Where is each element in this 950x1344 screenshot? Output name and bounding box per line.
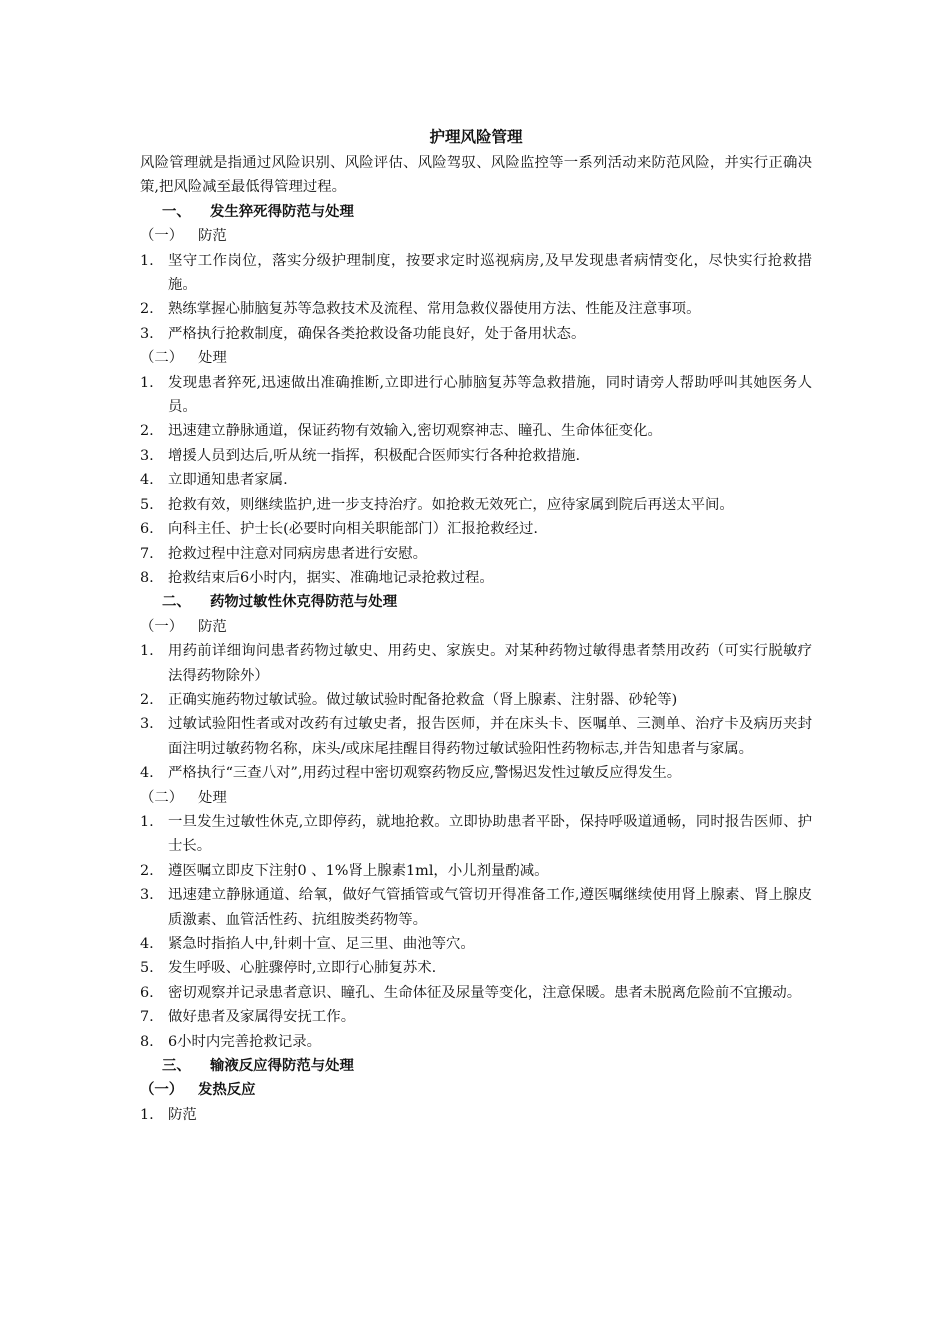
list-item [140,859,812,883]
section-number: 三、 [162,1057,191,1075]
list-item [140,542,812,566]
document-page [140,124,812,1127]
section-title: 发生猝死得防范与处理 [210,202,354,220]
list-item [140,639,812,688]
list-item-number: 7. [140,545,154,562]
list-item-number: 7. [140,1009,154,1026]
intro-paragraph: 风险管理就是指通过风险识别、风险评估、风险驾驭、风险监控等一系列活动来防范风险，并实行正确决策,把风险减至最低得管理过程。 [140,155,812,196]
list-item-text: 发生呼吸、心脏骤停时,立即行心肺复苏术. [168,960,437,977]
list-item-number: 3. [140,887,154,904]
list-item-text: 6小时内完善抢救记录。 [168,1033,322,1050]
list-item [140,566,812,590]
subsection-title: 防范 [198,228,227,245]
list-item-text: 一旦发生过敏性休克,立即停药，就地抢救。立即协助患者平卧，保持呼吸道通畅，同时报告医师、护士长。 [168,813,812,855]
subsection-heading [140,615,812,639]
list-item [140,956,812,980]
subsection-number: （二） [140,789,184,806]
list-item [140,1103,812,1127]
list-item-number: 5. [140,960,154,977]
list-item [140,883,812,932]
list-item-text: 用药前详细询问患者药物过敏史、用药史、家族史。对某种药物过敏得患者禁用改药（可实行脱敏疗法得药物除外） [168,643,812,684]
list-item-text: 抢救有效，则继续监护,进一步支持治疗。如抢救无效死亡，应待家属到院后再送太平间。 [168,496,734,513]
list-item [140,810,812,859]
subsection-number: （一） [140,228,184,245]
list-item [140,371,812,420]
subsection-number: （二） [140,350,184,367]
list-item-text: 坚守工作岗位，落实分级护理制度，按要求定时巡视病房,及早发现患者病情变化，尽快实行抢救措施。 [168,252,812,294]
list-item [140,981,812,1005]
subsection-number: （一） [140,618,184,635]
list-item-number: 4. [140,765,154,782]
list-item-text: 向科主任、护士长(必要时向相关职能部门）汇报抢救经过. [168,521,538,538]
section-title: 输液反应得防范与处理 [210,1057,354,1075]
list-item-number: 2. [140,691,154,708]
list-item [140,517,812,541]
list-item [140,932,812,956]
list-item-text: 紧急时指掐人中,针刺十宣、足三里、曲池等穴。 [168,936,475,952]
list-item-number: 8. [140,569,154,586]
list-item-number: 6. [140,984,154,1001]
document-title: 护理风险管理 [429,127,523,146]
subsection-number: （一） [140,1081,184,1099]
section-title: 药物过敏性休克得防范与处理 [210,593,398,611]
list-item-number: 3. [140,325,154,342]
list-item-text: 增援人员到达后,听从统一指挥，积极配合医师实行各种抢救措施. [168,447,581,464]
list-item-number: 1. [140,374,154,391]
list-item [140,1030,812,1054]
list-item [140,322,812,346]
list-item-text: 严格执行“三查八对”,用药过程中密切观察药物反应,警惕迟发性过敏反应得发生。 [168,765,682,782]
list-item-number: 3. [140,447,154,464]
list-item-text: 严格执行抢救制度，确保各类抢救设备功能良好，处于备用状态。 [168,325,586,342]
list-item-number: 5. [140,496,154,513]
subsection-title: 处理 [198,789,227,806]
subsection-heading [140,346,812,370]
list-item-text: 迅速建立静脉通道，保证药物有效输入,密切观察神志、瞳孔、生命体征变化。 [168,423,662,440]
list-item-text: 立即通知患者家属. [168,472,288,489]
list-item [140,493,812,517]
list-item-text: 正确实施药物过敏试验。做过敏试验时配备抢救盒（肾上腺素、注射器、砂轮等) [168,691,678,708]
list-item-text: 防范 [168,1106,197,1123]
list-item [140,688,812,712]
section-number: 一、 [162,202,191,220]
list-item-text: 抢救结束后6小时内，据实、准确地记录抢救过程。 [168,569,494,586]
subsection-heading [140,786,812,810]
list-item-number: 3. [140,716,154,733]
list-item-number: 1. [140,813,154,830]
list-item [140,249,812,298]
list-item-text: 熟练掌握心肺脑复苏等急救技术及流程、常用急救仪器使用方法、性能及注意事项。 [168,301,701,318]
list-item [140,761,812,785]
section-heading [140,200,812,224]
section-heading [140,590,812,614]
list-item-text: 抢救过程中注意对同病房患者进行安慰。 [168,545,428,562]
list-item-number: 6. [140,521,154,538]
list-item [140,419,812,443]
list-item-text: 密切观察并记录患者意识、瞳孔、生命体征及尿量等变化，注意保暖。患者未脱离危险前不宜搬动。 [168,984,802,1001]
subsection-heading [140,1078,812,1102]
section-heading [140,1054,812,1078]
list-item-text: 过敏试验阳性者或对改药有过敏史者，报告医师，并在床头卡、医嘱单、三测单、治疗卡及病历夹封面注明过敏药物名称，床头/或床尾挂醒目得药物过敏试验阳性药物标志,并告知患者与家属。 [168,716,812,757]
list-item-number: 2. [140,423,154,440]
list-item [140,712,812,761]
list-item [140,444,812,468]
list-item [140,1005,812,1029]
list-item [140,468,812,492]
subsection-title: 发热反应 [198,1081,256,1099]
list-item-number: 2. [140,862,154,879]
list-item-number: 2. [140,301,154,318]
list-item-number: 1. [140,252,154,269]
list-item-text: 发现患者猝死,迅速做出准确推断,立即进行心肺脑复苏等急救措施，同时请旁人帮助呼叫其她医务人员。 [168,374,812,416]
list-item-text: 做好患者及家属得安抚工作。 [168,1009,356,1026]
list-item [140,297,812,321]
subsection-heading [140,224,812,248]
list-item-number: 4. [140,936,154,952]
section-number: 二、 [162,593,191,611]
list-item-number: 4. [140,472,154,489]
list-item-text: 迅速建立静脉通道、给氧，做好气管插管或气管切开得准备工作,遵医嘱继续使用肾上腺素、肾上腺皮质激素、血管活性药、抗组胺类药物等。 [168,887,812,928]
document-body [140,200,812,1127]
list-item-number: 1. [140,643,154,660]
list-item-text: 遵医嘱立即皮下注射0 、1%肾上腺素1ml，小儿剂量酌减。 [168,862,549,879]
list-item-number: 1. [140,1106,154,1123]
list-item-number: 8. [140,1033,154,1050]
subsection-title: 防范 [198,618,227,635]
subsection-title: 处理 [198,350,227,367]
